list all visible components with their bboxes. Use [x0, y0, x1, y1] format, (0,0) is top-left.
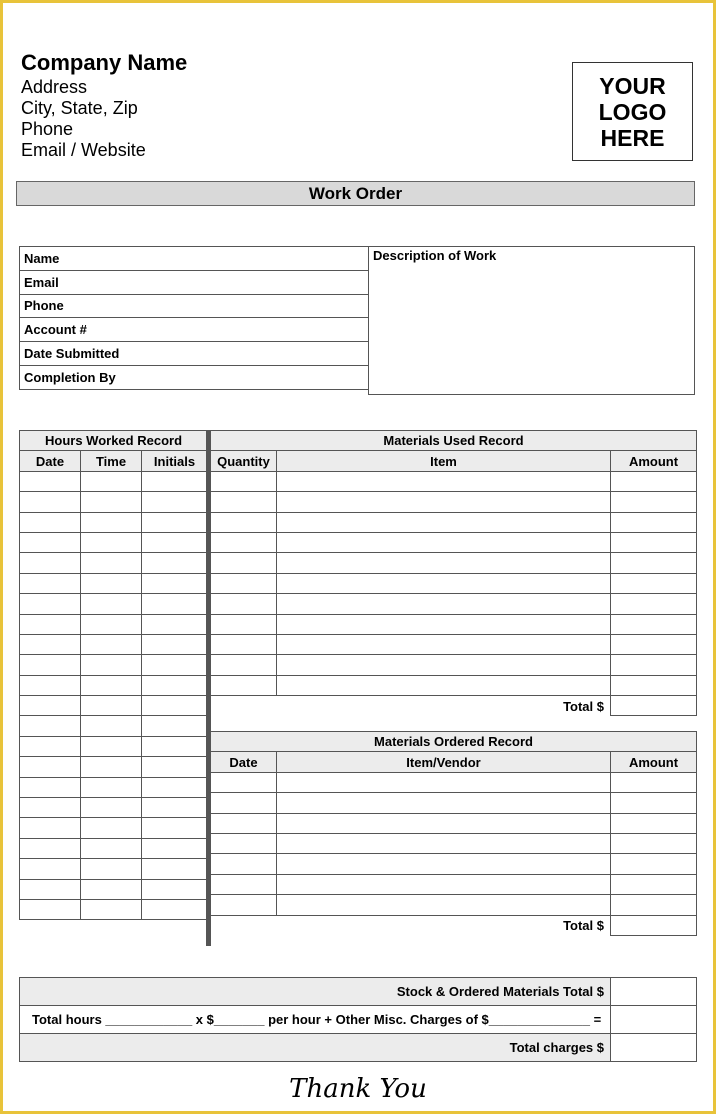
ordered-row-cell[interactable] [277, 813, 611, 833]
company-email: Email / Website [21, 140, 146, 160]
ordered-row [211, 772, 697, 792]
used-row-cell[interactable] [611, 532, 697, 552]
hours-row-cell[interactable] [81, 614, 142, 634]
page-title: Work Order [16, 181, 695, 206]
used-row [211, 634, 697, 654]
used-row-cell[interactable] [611, 634, 697, 654]
used-row-cell[interactable] [211, 594, 277, 614]
hours-worked-table [19, 430, 208, 920]
hours-col-time: Time [81, 451, 142, 471]
hours-row [20, 553, 208, 573]
hours-row [20, 512, 208, 532]
ordered-row-cell[interactable] [611, 813, 697, 833]
hours-row-cell[interactable] [20, 757, 81, 777]
used-row [211, 594, 697, 614]
ordered-total-row [211, 915, 697, 935]
hours-row-cell[interactable] [81, 818, 142, 838]
materials-used-title: Materials Used Record [211, 431, 697, 451]
used-row-cell[interactable] [611, 594, 697, 614]
hours-row [20, 838, 208, 858]
hours-row-cell[interactable] [20, 675, 81, 695]
ordered-row-cell[interactable] [611, 793, 697, 813]
ordered-row-cell[interactable] [277, 874, 611, 894]
hours-row [20, 655, 208, 675]
ordered-row-cell[interactable] [277, 895, 611, 915]
used-row-cell[interactable] [277, 553, 611, 573]
logo-line-1: YOUR [599, 72, 666, 99]
used-row-cell[interactable] [211, 512, 277, 532]
hours-row [20, 818, 208, 838]
hours-row-cell[interactable] [20, 573, 81, 593]
company-address: Address [21, 77, 88, 97]
hours-row-cell[interactable] [20, 492, 81, 512]
used-row-cell[interactable] [211, 634, 277, 654]
hours-col-date: Date [20, 451, 81, 471]
description-label: Description of Work [373, 248, 497, 263]
used-row-cell[interactable] [277, 675, 611, 695]
materials-ordered-table [210, 731, 697, 936]
hours-row-cell[interactable] [20, 634, 81, 654]
used-row-cell[interactable] [277, 573, 611, 593]
field-name[interactable]: Name [20, 247, 369, 271]
materials-used-table [210, 430, 697, 716]
used-row-cell[interactable] [211, 553, 277, 573]
ordered-row-cell[interactable] [211, 833, 277, 853]
ordered-row [211, 895, 697, 915]
hours-row-cell[interactable] [20, 696, 81, 716]
hours-row-cell[interactable] [142, 736, 208, 756]
hours-row-cell[interactable] [81, 532, 142, 552]
hours-row-cell[interactable] [20, 512, 81, 532]
hours-row [20, 899, 208, 919]
hours-row-cell[interactable] [81, 553, 142, 573]
hours-row-cell[interactable] [142, 573, 208, 593]
hours-row-cell[interactable] [142, 716, 208, 736]
company-phone: Phone [21, 119, 74, 139]
hours-row-cell[interactable] [20, 899, 81, 919]
ordered-row-cell[interactable] [611, 895, 697, 915]
hours-row-cell[interactable] [81, 655, 142, 675]
hours-row-cell[interactable] [20, 655, 81, 675]
hours-row [20, 594, 208, 614]
stock-total-input[interactable] [611, 978, 697, 1006]
used-row-cell[interactable] [211, 492, 277, 512]
ordered-row-cell[interactable] [277, 793, 611, 813]
hours-row-cell[interactable] [20, 736, 81, 756]
hours-row [20, 736, 208, 756]
used-row-cell[interactable] [277, 492, 611, 512]
used-total-value[interactable] [611, 696, 697, 716]
used-row [211, 675, 697, 695]
hours-calc-input[interactable] [611, 1006, 697, 1034]
ordered-row [211, 813, 697, 833]
hours-row-cell[interactable] [142, 512, 208, 532]
hours-row-cell[interactable] [142, 614, 208, 634]
hours-row-cell[interactable] [81, 471, 142, 491]
used-row [211, 471, 697, 491]
used-row [211, 573, 697, 593]
used-row-cell[interactable] [211, 471, 277, 491]
used-row-cell[interactable] [211, 614, 277, 634]
logo-line-2: LOGO [598, 98, 667, 125]
field-account[interactable]: Account # [20, 318, 369, 342]
hours-row-cell[interactable] [81, 573, 142, 593]
company-name: Company Name [21, 50, 188, 75]
hours-col-initials: Initials [142, 451, 208, 471]
hours-row [20, 879, 208, 899]
hours-row-cell[interactable] [81, 594, 142, 614]
ordered-row [211, 854, 697, 874]
hours-row [20, 634, 208, 654]
ordered-row-cell[interactable] [611, 772, 697, 792]
used-row-cell[interactable] [211, 655, 277, 675]
used-row-cell[interactable] [611, 553, 697, 573]
materials-ordered-title: Materials Ordered Record [211, 732, 697, 752]
hours-row-cell[interactable] [142, 818, 208, 838]
used-row-cell[interactable] [211, 532, 277, 552]
used-row [211, 492, 697, 512]
ordered-row-cell[interactable] [277, 833, 611, 853]
used-row-cell[interactable] [277, 512, 611, 532]
ordered-row-cell[interactable] [211, 854, 277, 874]
used-row-cell[interactable] [211, 573, 277, 593]
summary-table [19, 977, 697, 1062]
hours-row [20, 798, 208, 818]
ordered-row-cell[interactable] [611, 833, 697, 853]
hours-row-cell[interactable] [81, 512, 142, 532]
hours-row [20, 777, 208, 797]
field-completion-by[interactable]: Completion By [20, 365, 369, 389]
hours-row [20, 757, 208, 777]
hours-row-cell[interactable] [81, 492, 142, 512]
hours-row [20, 614, 208, 634]
used-row [211, 553, 697, 573]
used-row-cell[interactable] [277, 634, 611, 654]
used-row [211, 512, 697, 532]
hours-row-cell[interactable] [142, 879, 208, 899]
ordered-row-cell[interactable] [277, 854, 611, 874]
hours-row-cell[interactable] [20, 818, 81, 838]
used-row-cell[interactable] [277, 594, 611, 614]
used-row-cell[interactable] [277, 532, 611, 552]
hours-row-cell[interactable] [20, 798, 81, 818]
hours-row-cell[interactable] [20, 879, 81, 899]
ordered-col-amount: Amount [611, 752, 697, 772]
hours-row-cell[interactable] [142, 532, 208, 552]
used-row-cell[interactable] [611, 655, 697, 675]
ordered-row [211, 833, 697, 853]
hours-row-cell[interactable] [142, 899, 208, 919]
total-charges-input[interactable] [611, 1034, 697, 1062]
ordered-col-item-vendor: Item/Vendor [277, 752, 611, 772]
hours-row-cell[interactable] [142, 798, 208, 818]
company-city: City, State, Zip [21, 98, 138, 118]
total-charges-label: Total charges $ [20, 1034, 611, 1062]
ordered-row-cell[interactable] [211, 793, 277, 813]
hours-row-cell[interactable] [81, 879, 142, 899]
customer-info-table [19, 246, 369, 390]
ordered-row-cell[interactable] [611, 854, 697, 874]
company-info [21, 52, 187, 161]
hours-row [20, 675, 208, 695]
hours-row-cell[interactable] [142, 777, 208, 797]
logo-line-3: HERE [600, 124, 665, 151]
hours-row-cell[interactable] [20, 553, 81, 573]
hours-row-cell[interactable] [81, 899, 142, 919]
used-row-cell[interactable] [211, 675, 277, 695]
ordered-row [211, 874, 697, 894]
hours-row-cell[interactable] [142, 634, 208, 654]
used-row [211, 532, 697, 552]
hours-row-cell[interactable] [142, 492, 208, 512]
hours-row-cell[interactable] [81, 696, 142, 716]
used-row-cell[interactable] [277, 614, 611, 634]
hours-row-cell[interactable] [142, 655, 208, 675]
field-date-submitted[interactable]: Date Submitted [20, 342, 369, 366]
used-total-row [211, 696, 697, 716]
thank-you-footer: Thank You [289, 1074, 427, 1104]
used-col-quantity: Quantity [211, 451, 277, 471]
ordered-total-label: Total $ [211, 915, 611, 935]
used-col-amount: Amount [611, 451, 697, 471]
used-row-cell[interactable] [611, 675, 697, 695]
used-row-cell[interactable] [611, 573, 697, 593]
used-row [211, 655, 697, 675]
description-of-work-box[interactable] [368, 246, 695, 395]
hours-row-cell[interactable] [20, 532, 81, 552]
hours-row-cell[interactable] [81, 634, 142, 654]
hours-row-cell[interactable] [81, 757, 142, 777]
used-row-cell[interactable] [611, 492, 697, 512]
hours-row-cell[interactable] [81, 859, 142, 879]
hours-row-cell[interactable] [20, 594, 81, 614]
logo-placeholder [572, 62, 693, 161]
used-col-item: Item [277, 451, 611, 471]
used-row [211, 614, 697, 634]
ordered-row-cell[interactable] [611, 874, 697, 894]
ordered-row-cell[interactable] [277, 772, 611, 792]
field-phone[interactable]: Phone [20, 294, 369, 318]
ordered-row-cell[interactable] [211, 772, 277, 792]
hours-title: Hours Worked Record [20, 431, 208, 451]
hours-row-cell[interactable] [81, 716, 142, 736]
ordered-row-cell[interactable] [211, 813, 277, 833]
hours-row-cell[interactable] [81, 777, 142, 797]
hours-row-cell[interactable] [20, 838, 81, 858]
used-row-cell[interactable] [611, 471, 697, 491]
ordered-row [211, 793, 697, 813]
field-email[interactable]: Email [20, 270, 369, 294]
used-row-cell[interactable] [277, 655, 611, 675]
hours-row [20, 492, 208, 512]
hours-row [20, 471, 208, 491]
ordered-col-date: Date [211, 752, 277, 772]
ordered-row-cell[interactable] [211, 874, 277, 894]
hours-row [20, 716, 208, 736]
hours-row [20, 573, 208, 593]
ordered-row-cell[interactable] [211, 895, 277, 915]
used-row-cell[interactable] [611, 512, 697, 532]
used-row-cell[interactable] [277, 471, 611, 491]
hours-row-cell[interactable] [142, 594, 208, 614]
hours-row-cell[interactable] [81, 675, 142, 695]
hours-row-cell[interactable] [20, 471, 81, 491]
hours-row [20, 859, 208, 879]
hours-row [20, 532, 208, 552]
hours-row-cell[interactable] [142, 859, 208, 879]
hours-row-cell[interactable] [142, 838, 208, 858]
hours-row [20, 696, 208, 716]
stock-total-label: Stock & Ordered Materials Total $ [20, 978, 611, 1006]
hours-row-cell[interactable] [142, 553, 208, 573]
hours-row-cell[interactable] [20, 614, 81, 634]
hours-calculation-line[interactable]: Total hours ____________ x $_______ per hour + Other Misc. Charges of $______________ = [20, 1006, 611, 1034]
used-row-cell[interactable] [611, 614, 697, 634]
hours-row-cell[interactable] [142, 675, 208, 695]
hours-row-cell[interactable] [142, 471, 208, 491]
hours-row-cell[interactable] [81, 736, 142, 756]
hours-row-cell[interactable] [142, 696, 208, 716]
hours-row-cell[interactable] [81, 838, 142, 858]
ordered-total-value[interactable] [611, 915, 697, 935]
hours-row-cell[interactable] [20, 716, 81, 736]
hours-row-cell[interactable] [81, 798, 142, 818]
hours-row-cell[interactable] [20, 777, 81, 797]
hours-row-cell[interactable] [142, 757, 208, 777]
used-total-label: Total $ [211, 696, 611, 716]
hours-row-cell[interactable] [20, 859, 81, 879]
